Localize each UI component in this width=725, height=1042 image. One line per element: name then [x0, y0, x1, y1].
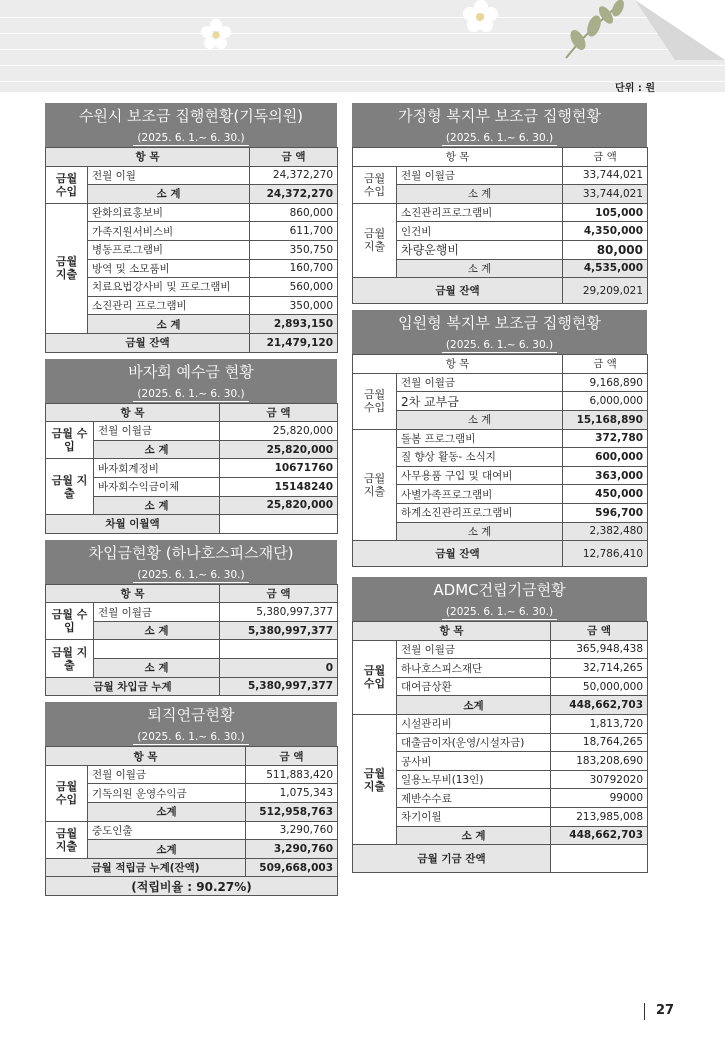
- table-title: ADMC건립기금현황: [433, 581, 566, 600]
- col-item-header: 항 목: [46, 403, 220, 422]
- table-cell: 방역 및 소모품비: [88, 259, 250, 278]
- table-title: 차입금현황 (하나호스피스재단): [88, 543, 294, 562]
- table-cell: 24,372,270: [250, 166, 338, 185]
- col-item-header: 항 목: [353, 148, 563, 167]
- table-header: [45, 359, 337, 403]
- table-cell: 사무용품 구입 및 대여비: [397, 466, 563, 485]
- table-cell: 99000: [551, 789, 648, 808]
- total-value: 509,668,003: [246, 858, 338, 877]
- table-cell: 32,714,265: [551, 659, 648, 678]
- income-label: 금월 수입: [46, 765, 88, 821]
- table-cell: 질 향상 활동- 소식지: [397, 448, 563, 467]
- table-title: 바자회 예수금 현황: [128, 362, 254, 381]
- table-cell: 350,000: [250, 296, 338, 315]
- col-item-header: 항 목: [46, 148, 250, 167]
- subtotal-value: 2,382,480: [563, 522, 648, 541]
- table-header: [45, 103, 337, 147]
- table-cell: 중도인출: [88, 821, 246, 840]
- subtotal-value: 5,380,997,377: [220, 621, 338, 640]
- table-cell: 기독의원 운영수익금: [88, 784, 246, 803]
- subtotal-label: 소계: [88, 803, 246, 822]
- table-period: (2025. 6. 1.~ 6. 30.): [133, 730, 248, 745]
- expense-label: 금월 지출: [353, 429, 397, 541]
- col-amount-header: 금 액: [563, 148, 648, 167]
- table-cell: 전월 이월금: [397, 166, 563, 185]
- table-cell: 전월 이월금: [94, 422, 220, 441]
- income-label: 금월 수입: [46, 422, 94, 459]
- carry-label: 차월 이월액: [46, 515, 220, 534]
- table-cell: 25,820,000: [220, 422, 338, 441]
- subtotal-value: 512,958,763: [246, 803, 338, 822]
- table-cell: 50,000,000: [551, 677, 648, 696]
- subtotal-label: 소 계: [88, 185, 250, 204]
- table-cell: 80,000: [563, 240, 648, 259]
- table-header: [352, 577, 647, 621]
- expense-label: 금월 지출: [46, 203, 88, 333]
- subtotal-label: 소 계: [88, 315, 250, 334]
- expense-label: 금월 지출: [46, 640, 94, 677]
- table-cell: 일용노무비(13인): [397, 770, 551, 789]
- table-cell: 1,075,343: [246, 784, 338, 803]
- table-cell: 가족지원서비스비: [88, 222, 250, 241]
- balance-label: 금월 잔액: [353, 541, 563, 567]
- table-cell: 4,350,000: [563, 222, 648, 241]
- subtotal-value: 15,168,890: [563, 410, 648, 429]
- table-cell: 1,813,720: [551, 715, 648, 734]
- table-cell: 511,883,420: [246, 765, 338, 784]
- table-cell: 대여금상환: [397, 677, 551, 696]
- subtotal-label: 소 계: [397, 259, 563, 278]
- table-period: (2025. 6. 1.~ 6. 30.): [133, 568, 248, 583]
- flower-icon: [200, 18, 232, 50]
- table-cell: 350,750: [250, 240, 338, 259]
- col-amount-header: 금 액: [246, 747, 338, 766]
- subtotal-label: 소 계: [94, 659, 220, 678]
- inpatient-welfare-table: [352, 310, 647, 567]
- table-cell: 전월 이월금: [397, 640, 551, 659]
- table-cell: 전월 이월금: [94, 603, 220, 622]
- col-amount-header: 금 액: [220, 584, 338, 603]
- table-title: 가정형 복지부 보조금 집행현황: [398, 107, 601, 125]
- income-label: 금월 수입: [353, 166, 397, 203]
- subtotal-value: 25,820,000: [220, 440, 338, 459]
- table-period: (2025. 6. 1.~ 6. 30.): [442, 605, 557, 620]
- subtotal-label: 소 계: [397, 185, 563, 204]
- table-cell: 600,000: [563, 448, 648, 467]
- table-cell: 바자회수익금이체: [94, 477, 220, 496]
- subtotal-value: 448,662,703: [551, 696, 648, 715]
- table-cell: 하나호스피스재단: [397, 659, 551, 678]
- col-amount-header: 금 액: [250, 148, 338, 167]
- table-cell: 6,000,000: [563, 392, 648, 411]
- subtotal-value: 3,290,760: [246, 840, 338, 859]
- table-cell: 30792020: [551, 770, 648, 789]
- table-cell: 차기이월: [397, 808, 551, 827]
- leaf-branch-icon: [558, 0, 638, 62]
- table-cell: 전월 이월금: [397, 373, 563, 392]
- table-cell: 사별가족프로그램비: [397, 485, 563, 504]
- col-item-header: 항 목: [353, 622, 551, 641]
- bazaar-deposit-table: [45, 359, 337, 534]
- expense-label: 금월 지출: [353, 203, 397, 277]
- table-period: (2025. 6. 1.~ 6. 30.): [442, 338, 557, 353]
- table-cell: 차량운행비: [397, 240, 563, 259]
- table-cell: 15148240: [220, 477, 338, 496]
- table-title: 퇴직연금현황: [147, 706, 235, 725]
- table-cell: 돌봄 프로그램비: [397, 429, 563, 448]
- table-cell: 소진관리 프로그램비: [88, 296, 250, 315]
- subtotal-value: 24,372,270: [250, 185, 338, 204]
- table-cell: 9,168,890: [563, 373, 648, 392]
- table-cell: 372,780: [563, 429, 648, 448]
- balance-value: 21,479,120: [250, 333, 338, 352]
- table-cell: 5,380,997,377: [220, 603, 338, 622]
- subtotal-label: 소계: [88, 840, 246, 859]
- table-title: 입원형 복지부 보조금 집행현황: [398, 314, 601, 333]
- income-label: 금월 수입: [353, 373, 397, 429]
- subtotal-label: 소 계: [397, 522, 563, 541]
- col-item-header: 항 목: [353, 355, 563, 374]
- subtotal-label: 소 계: [397, 410, 563, 429]
- subtotal-value: 0: [220, 659, 338, 678]
- income-label: 금월 수입: [46, 603, 94, 640]
- table-cell: 213,985,008: [551, 808, 648, 827]
- balance-value: [551, 845, 648, 873]
- subtotal-label: 소 계: [397, 826, 551, 845]
- ratio-text: (적립비율 : 90.27%): [46, 877, 338, 896]
- balance-label: 금월 잔액: [46, 333, 250, 352]
- table-cell: 대출금이자(운영/시설자금): [397, 733, 551, 752]
- table-cell: 전월 이월: [88, 166, 250, 185]
- table-period: (2025. 6. 1.~ 6. 30.): [442, 131, 557, 146]
- unit-label: 단위 : 원: [615, 83, 655, 94]
- balance-value: 12,786,410: [563, 541, 648, 567]
- carry-value: [220, 515, 338, 534]
- subtotal-label: 소 계: [94, 496, 220, 515]
- table-cell: 183,208,690: [551, 752, 648, 771]
- left-column: [45, 103, 337, 902]
- expense-label: 금월 지출: [353, 715, 397, 845]
- col-amount-header: 금 액: [220, 403, 338, 422]
- expense-label: 금월 지출: [46, 821, 88, 858]
- flower-icon: [455, 0, 507, 34]
- table-cell: 18,764,265: [551, 733, 648, 752]
- table-cell: 3,290,760: [246, 821, 338, 840]
- col-amount-header: 금 액: [563, 355, 648, 374]
- table-cell: [220, 640, 338, 659]
- page-number: 27: [656, 1003, 675, 1018]
- page-number-divider: [644, 1003, 645, 1020]
- table-cell: 560,000: [250, 278, 338, 297]
- table-cell: 하계소진관리프로그램비: [397, 503, 563, 522]
- table-cell: 완화의료홍보비: [88, 203, 250, 222]
- table-cell: 공사비: [397, 752, 551, 771]
- table-cell: 363,000: [563, 466, 648, 485]
- table-cell: 160,700: [250, 259, 338, 278]
- subtotal-value: 4,535,000: [563, 259, 648, 278]
- col-item-header: 항 목: [46, 584, 220, 603]
- subtotal-value: 448,662,703: [551, 826, 648, 845]
- home-welfare-table: [352, 103, 647, 304]
- table-cell: 33,744,021: [563, 166, 648, 185]
- income-label: 금월 수입: [46, 166, 88, 203]
- table-header: [352, 103, 647, 147]
- table-cell: 인건비: [397, 222, 563, 241]
- table-cell: 450,000: [563, 485, 648, 504]
- table-title: 수원시 보조금 집행현황(기독의원): [78, 107, 304, 125]
- subtotal-value: 25,820,000: [220, 496, 338, 515]
- loan-table: [45, 540, 337, 697]
- suwon-subsidy-table: [45, 103, 337, 353]
- subtotal-value: 2,893,150: [250, 315, 338, 334]
- expense-label: 금월 지출: [46, 459, 94, 515]
- table-cell: 365,948,438: [551, 640, 648, 659]
- subtotal-label: 소계: [397, 696, 551, 715]
- subtotal-value: 33,744,021: [563, 185, 648, 204]
- admc-fund-table: [352, 577, 647, 873]
- table-header: [352, 310, 647, 354]
- total-value: 5,380,997,377: [220, 677, 338, 696]
- table-cell: [94, 640, 220, 659]
- total-label: 금월 차입금 누계: [46, 677, 220, 696]
- table-cell: 병동프로그램비: [88, 240, 250, 259]
- table-header: [45, 540, 337, 584]
- balance-label: 금월 기금 잔액: [353, 845, 551, 873]
- pension-table: [45, 702, 337, 896]
- balance-label: 금월 잔액: [353, 278, 563, 304]
- table-cell: 시설관리비: [397, 715, 551, 734]
- right-column: [352, 103, 647, 879]
- table-cell: 제반수수료: [397, 789, 551, 808]
- income-label: 금월 수입: [353, 640, 397, 714]
- subtotal-label: 소 계: [94, 440, 220, 459]
- table-header: [45, 702, 337, 746]
- table-cell: 치료요법강사비 및 프로그램비: [88, 278, 250, 297]
- table-cell: 860,000: [250, 203, 338, 222]
- table-cell: 10671760: [220, 459, 338, 478]
- table-cell: 2차 교부금: [397, 392, 563, 411]
- subtotal-label: 소 계: [94, 621, 220, 640]
- table-period: (2025. 6. 1.~ 6. 30.): [133, 131, 248, 146]
- total-label: 금월 적립금 누계(잔액): [46, 858, 246, 877]
- table-period: (2025. 6. 1.~ 6. 30.): [133, 387, 248, 402]
- col-item-header: 항 목: [46, 747, 246, 766]
- table-cell: 596,700: [563, 503, 648, 522]
- page-fold-corner: [635, 0, 725, 60]
- table-cell: 바자회계정비: [94, 459, 220, 478]
- col-amount-header: 금 액: [551, 622, 648, 641]
- table-cell: 611,700: [250, 222, 338, 241]
- table-cell: 전월 이월금: [88, 765, 246, 784]
- table-cell: 소진관리프로그램비: [397, 203, 563, 222]
- table-cell: 105,000: [563, 203, 648, 222]
- balance-value: 29,209,021: [563, 278, 648, 304]
